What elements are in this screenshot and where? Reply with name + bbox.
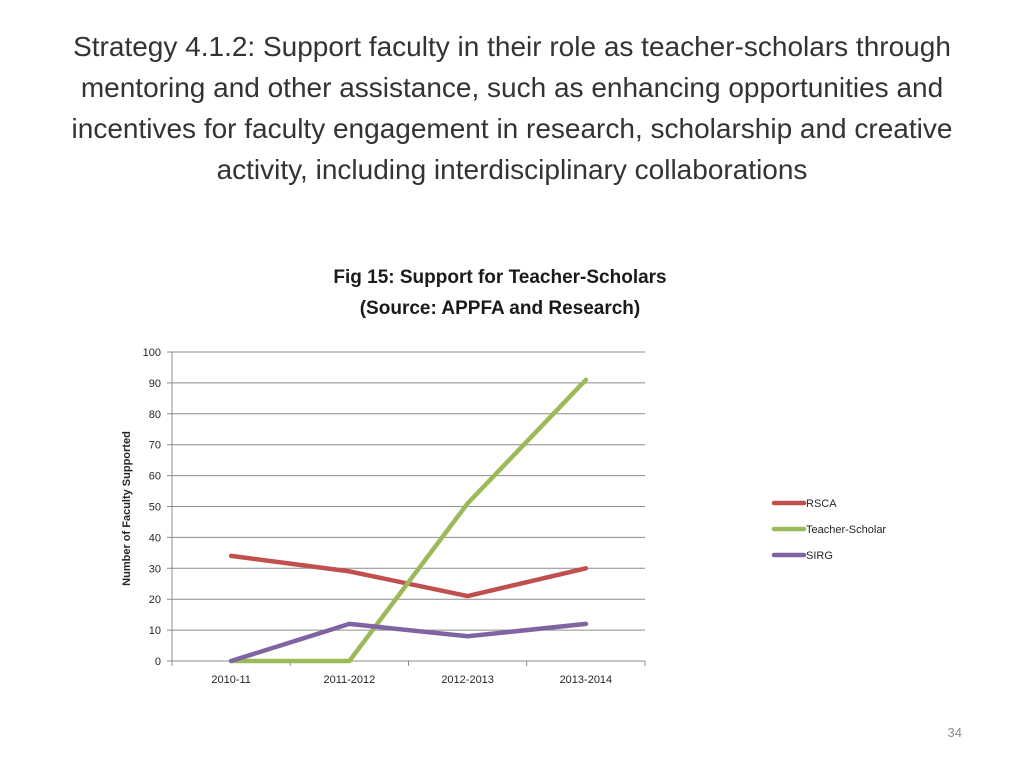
y-axis-label: Number of Faculty Supported bbox=[121, 431, 133, 586]
y-tick-label: 60 bbox=[148, 470, 161, 483]
y-tick-label: 70 bbox=[148, 439, 161, 452]
y-tick-label: 0 bbox=[154, 656, 161, 668]
x-tick-label: 2011-2012 bbox=[323, 674, 376, 686]
chart-title: Fig 15: Support for Teacher-Scholars bbox=[333, 267, 667, 288]
legend-label-teacher-scholar: Teacher-Scholar bbox=[806, 524, 887, 536]
legend-label-sirg: SIRG bbox=[806, 550, 833, 562]
series-line-rsca bbox=[231, 556, 586, 596]
y-tick-label: 30 bbox=[148, 563, 161, 576]
x-tick-label: 2010-11 bbox=[211, 674, 251, 686]
legend-label-rsca: RSCA bbox=[806, 498, 837, 510]
y-tick-label: 40 bbox=[148, 532, 161, 545]
y-tick-label: 80 bbox=[148, 408, 161, 421]
y-tick-label: 50 bbox=[148, 501, 161, 514]
y-tick-label: 20 bbox=[148, 594, 161, 607]
chart-subtitle: (Source: APPFA and Research) bbox=[359, 298, 641, 319]
y-tick-label: 90 bbox=[148, 377, 161, 390]
slide-title: Strategy 4.1.2: Support faculty in their role as teacher-scholars through mentoring and other assistance, such as enhancing opportunities and incentives for faculty engagement in research, scholarship and creative activity, including interdisciplinary collaborations bbox=[71, 31, 953, 185]
page-number: 34 bbox=[947, 725, 962, 740]
y-tick-label: 10 bbox=[148, 625, 161, 638]
x-tick-label: 2013-2014 bbox=[559, 674, 613, 686]
y-tick-label: 100 bbox=[142, 347, 161, 359]
x-tick-label: 2012-2013 bbox=[441, 674, 494, 686]
series-line-sirg bbox=[231, 624, 586, 661]
series-line-teacher-scholar bbox=[231, 380, 586, 661]
